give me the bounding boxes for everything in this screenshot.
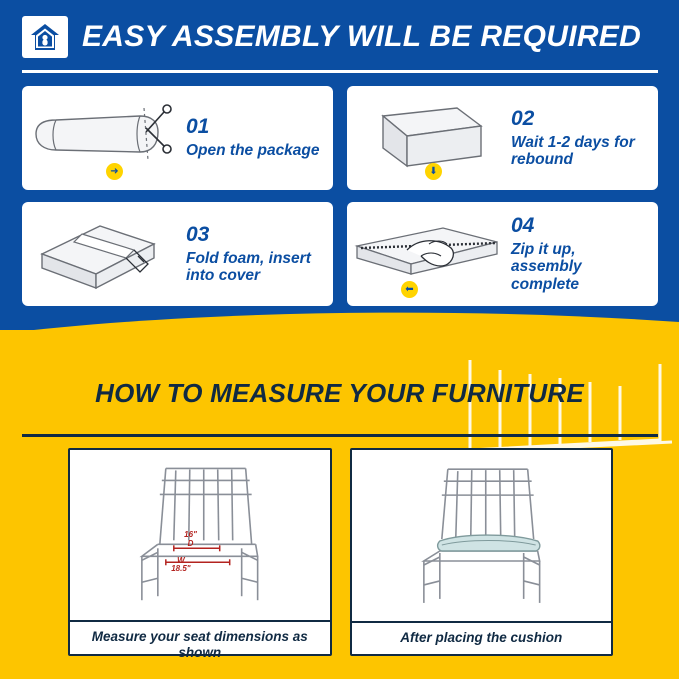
step-label: Fold foam, insert into cover [186,249,311,284]
step-card [347,86,658,190]
step-text [507,106,658,171]
step-label: Zip it up, assembly complete [511,240,582,293]
dimension-depth: 16" D [184,530,197,548]
step-text [182,222,333,287]
measure-title: HOW TO MEASURE YOUR FURNITURE [95,378,584,408]
dimension-width: W 18.5" [171,555,191,574]
arrow-left-icon: ⬅ [401,281,418,298]
step-card [22,202,333,306]
assembly-header [22,12,658,62]
step-text [507,213,658,295]
step-label: Wait 1-2 days for rebound [511,133,635,168]
chair-with-cushion-icon [352,450,612,621]
measure-divider [22,434,658,437]
fold-foam-into-cover-icon [22,202,182,306]
steps-row-2 [22,202,658,306]
measure-cards [68,448,613,660]
step-label: Open the package [186,142,320,160]
step-number: 04 [511,213,535,237]
step-card [347,202,658,306]
step-number: 02 [511,106,535,130]
page-title: EASY ASSEMBLY WILL BE REQUIRED [82,20,642,53]
measure-card [68,448,332,660]
chair-with-dimensions-icon [70,450,330,620]
step-number: 01 [186,115,210,139]
house-logo-icon [22,16,68,58]
measure-caption: Measure your seat dimensions as shown [70,620,330,669]
step-card [22,86,333,190]
step-text [182,114,333,161]
step-number: 03 [186,222,210,246]
arrow-down-icon: ⬇ [425,163,442,180]
assembly-steps [22,86,658,318]
steps-row-1 [22,86,658,190]
arrow-right-icon: ➜ [106,163,123,180]
measure-card [350,448,614,656]
measure-caption: After placing the cushion [352,621,612,654]
hand-zipping-cushion-icon [347,202,507,306]
measure-section [0,330,679,679]
assembly-section [0,0,679,330]
header-divider [22,70,658,73]
package-with-scissors-icon [22,86,182,190]
